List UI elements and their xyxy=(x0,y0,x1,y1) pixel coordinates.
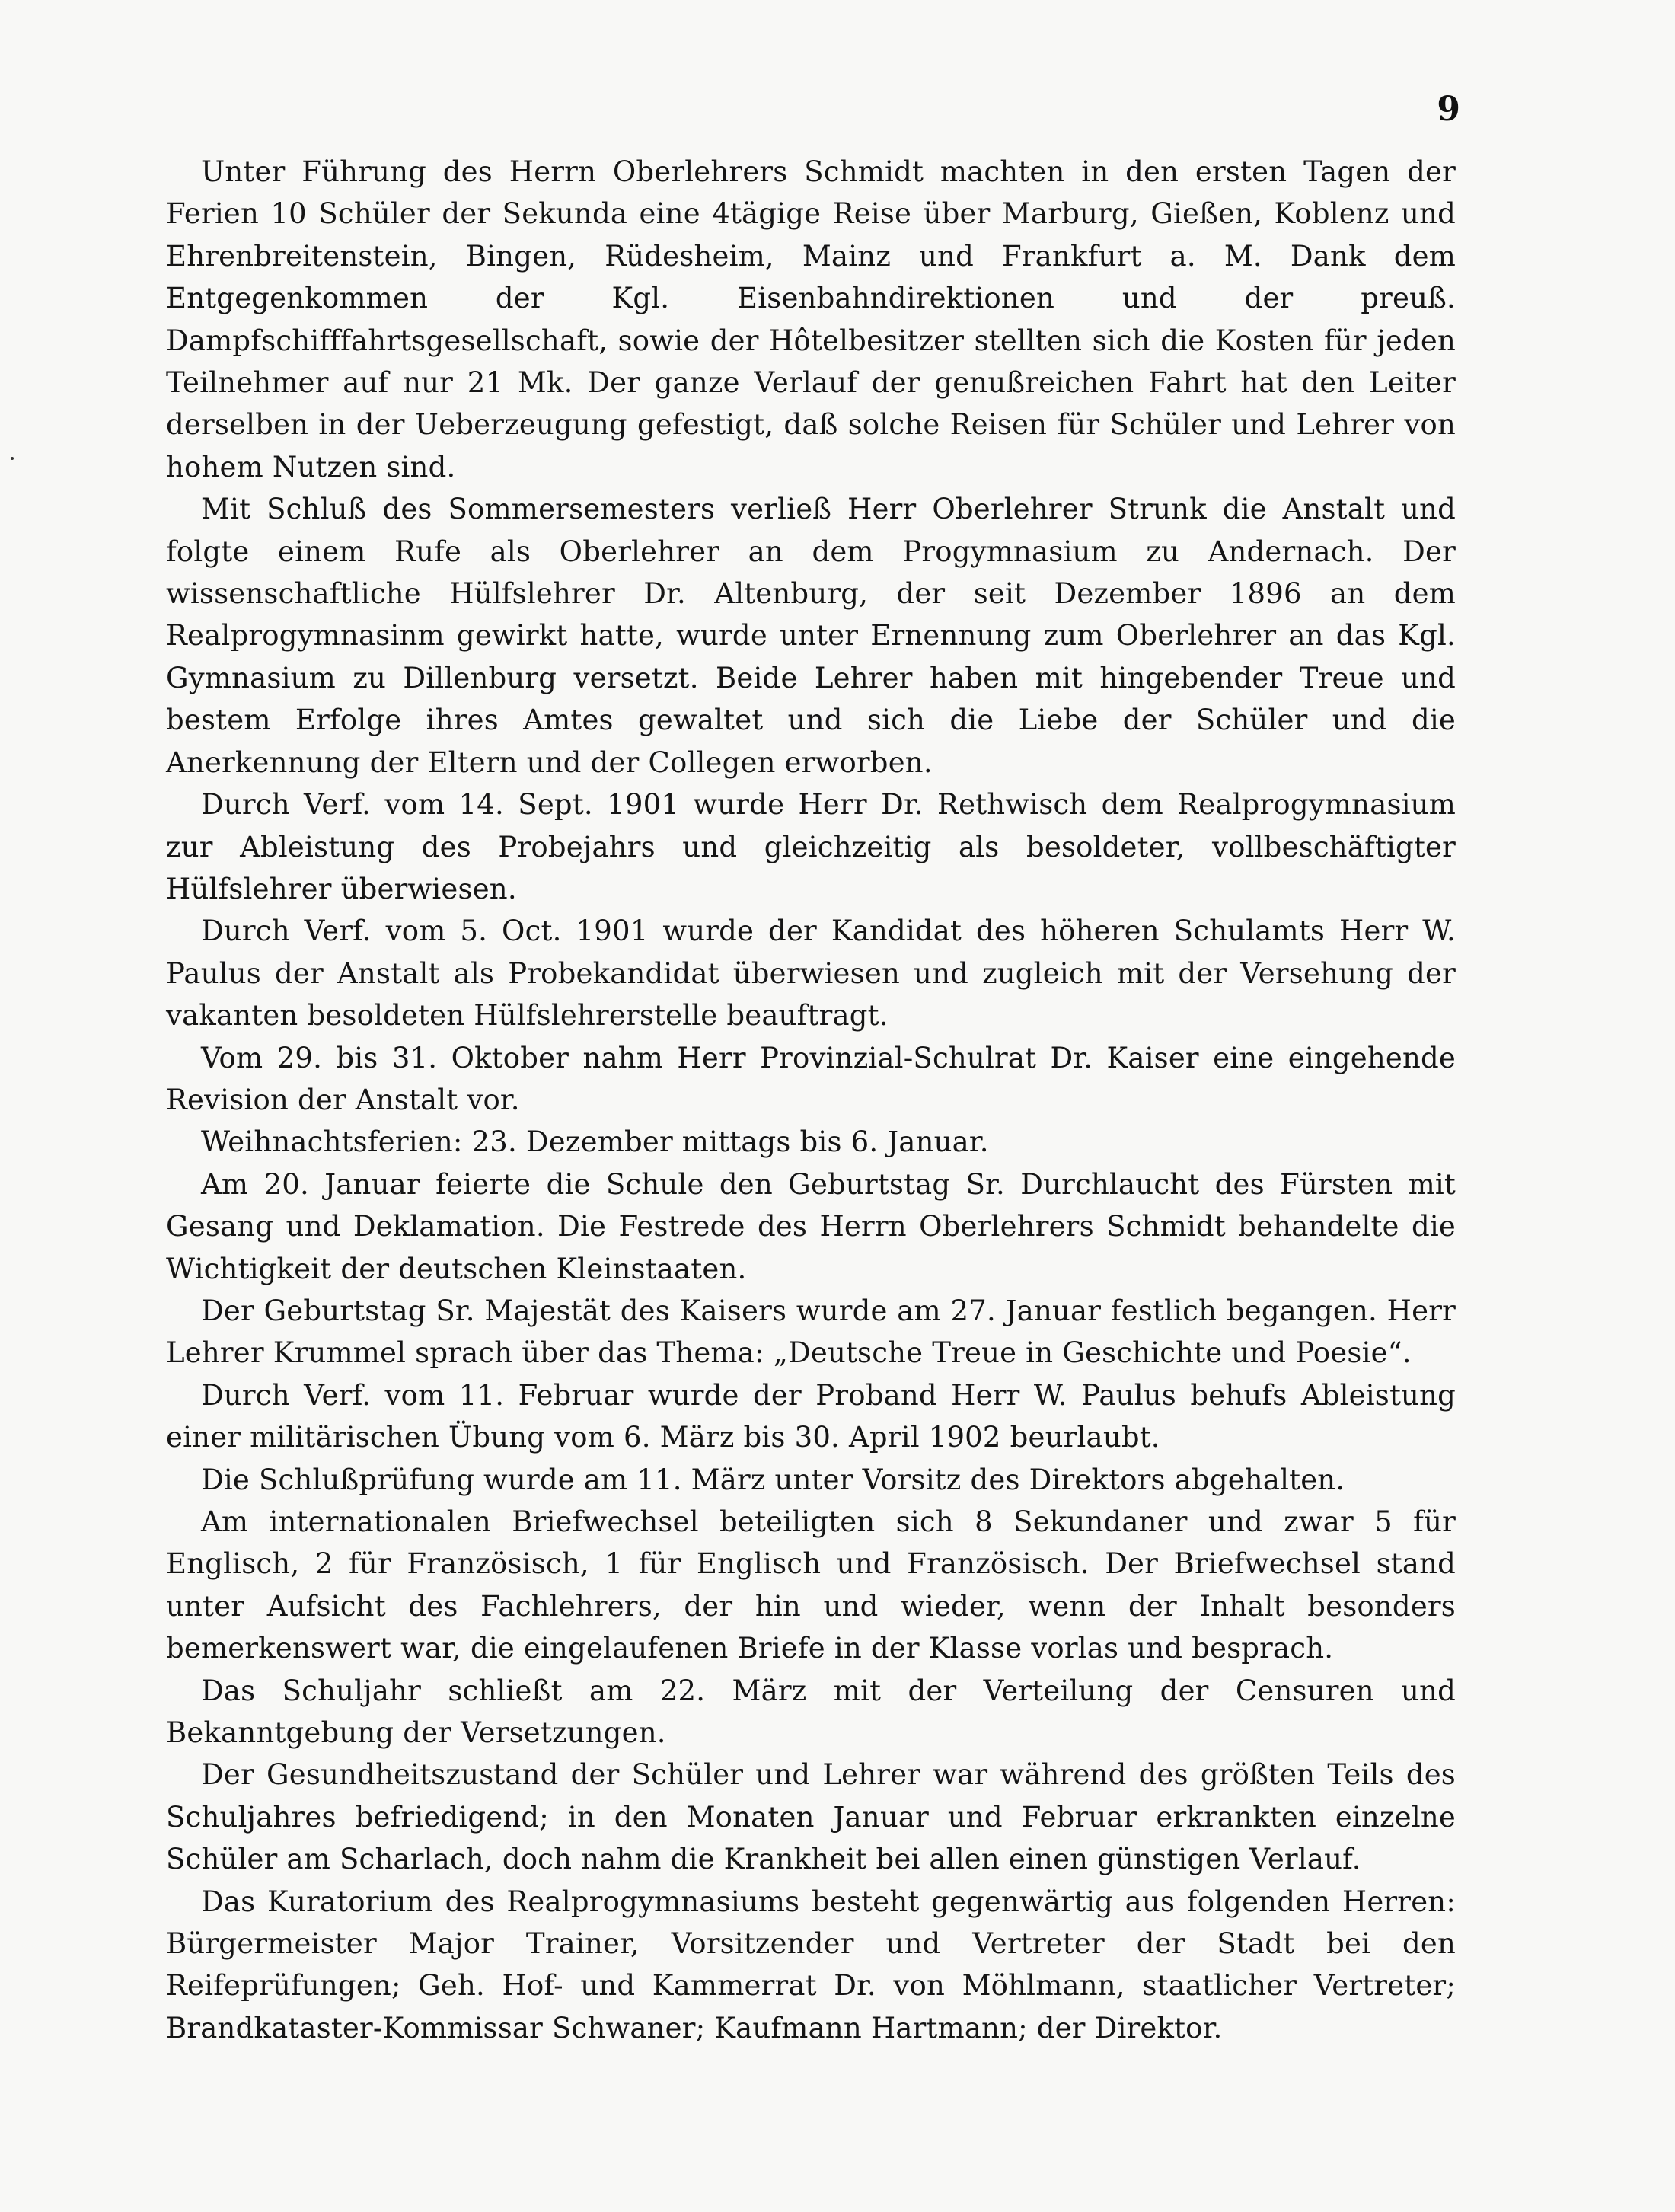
paragraph-paulus-assignment: Durch Verf. vom 5. Oct. 1901 wurde der Kandidat des höheren Schulamts Herr W. Paulus der Anstalt als Probekandidat überwiesen und zugleich mit der Versehung der vakanten besoldeten Hülfslehrerstelle beauftragt. xyxy=(166,914,1456,1033)
paragraph-staff-changes: Mit Schluß des Sommersemesters verließ Herr Oberlehrer Strunk die Anstalt und folgte einem Rufe als Oberlehrer an dem Progymnasium zu Andernach. Der wissenschaftliche Hülfslehrer Dr. Altenburg, der seit Dezember 1896 an dem Realprogymnasinm gewirkt hatte, wurde unter Ernennung zum Oberlehrer an das Kgl. Gymnasium zu Dillenburg versetzt. Beide Lehrer haben mit hingebender Treue und bestem Erfolge ihres Amtes gewaltet und sich die Liebe der Schüler und die Anerkennung der Eltern und der Collegen erworben. xyxy=(166,493,1456,779)
paragraph-health: Der Gesundheitszustand der Schüler und Lehrer war während des größten Teils des Schuljahres befriedigend; in den Monaten Januar und Februar erkrankten einzelne Schüler am Scharlach, doch nahm die Krankheit bei allen einen günstigen Verlauf. xyxy=(166,1758,1456,1876)
paragraph-kaiser-birthday: Der Geburtstag Sr. Majestät des Kaisers wurde am 27. Januar festlich begangen. Herr Lehrer Krummel sprach über das Thema: „Deutsche Treue in Geschichte und Poesie“. xyxy=(166,1294,1456,1370)
page-number: 9 xyxy=(1437,90,1460,129)
paragraph-rethwisch: Durch Verf. vom 14. Sept. 1901 wurde Herr Dr. Rethwisch dem Realprogymnasium zur Ableistung des Probejahrs und gleichzeitig als besoldeter, vollbeschäftigter Hülfslehrer überwiesen. xyxy=(166,788,1456,905)
paragraph-school-year-end: Das Schuljahr schließt am 22. März mit der Verteilung der Censuren und Bekanntgebung der Versetzungen. xyxy=(166,1674,1456,1750)
scan-speck xyxy=(11,457,14,460)
paragraph-prince-birthday: Am 20. Januar feierte die Schule den Geburtstag Sr. Durchlaucht des Fürsten mit Gesang und Deklamation. Die Festrede des Herrn Oberlehrers Schmidt behandelte die Wichtigkeit der deutschen Kleinstaaten. xyxy=(166,1167,1456,1285)
paragraph-final-exam: Die Schlußprüfung wurde am 11. März unter Vorsitz des Direktors abgehalten. xyxy=(201,1463,1345,1496)
paragraph-revision: Vom 29. bis 31. Oktober nahm Herr Provinzial-Schulrat Dr. Kaiser eine eingehende Revision der Anstalt vor. xyxy=(166,1041,1456,1116)
paragraph-correspondence: Am internationalen Briefwechsel beteiligten sich 8 Sekundaner und zwar 5 für Englisch, 2 für Französisch, 1 für Englisch und Französisch. Der Briefwechsel stand unter Aufsicht des Fachlehrers, der hin und wieder, wenn der Inhalt besonders bemerkenswert war, die eingelaufenen Briefe in der Klasse vorlas und besprach. xyxy=(166,1505,1456,1665)
paragraph-christmas-holidays: Weihnachtsferien: 23. Dezember mittags bis 6. Januar. xyxy=(201,1125,989,1159)
body-text xyxy=(166,151,1456,2049)
paragraph-paulus-leave: Durch Verf. vom 11. Februar wurde der Proband Herr W. Paulus behufs Ableistung einer militärischen Übung vom 6. März bis 30. April 1902 beurlaubt. xyxy=(166,1378,1456,1454)
paragraph-board: Das Kuratorium des Realprogymnasiums besteht gegenwärtig aus folgenden Herren: Bürgermeister Major Trainer, Vorsitzender und Vertreter der Stadt bei den Reifeprüfungen; Geh. Hof- und Kammerrat Dr. von Möhlmann, staatlicher Vertreter; Brandkataster-Kommissar Schwaner; Kaufmann Hartmann; der Direktor. xyxy=(166,1885,1456,2044)
paragraph-excursion: Unter Führung des Herrn Oberlehrers Schmidt machten in den ersten Tagen der Ferien 10 Schüler der Sekunda eine 4tägige Reise über Marburg, Gießen, Koblenz und Ehrenbreitenstein, Bingen, Rüdesheim, Mainz und Frankfurt a. M. Dank dem Entgegenkommen der Kgl. Eisenbahndirektionen und der preuß. Dampfschifffahrtsgesellschaft, sowie der Hôtelbesitzer stellten sich die Kosten für jeden Teilnehmer auf nur 21 Mk. Der ganze Verlauf der genußreichen Fahrt hat den Leiter derselben in der Ueberzeugung gefestigt, daß solche Reisen für Schüler und Lehrer von hohem Nutzen sind. xyxy=(166,155,1456,484)
